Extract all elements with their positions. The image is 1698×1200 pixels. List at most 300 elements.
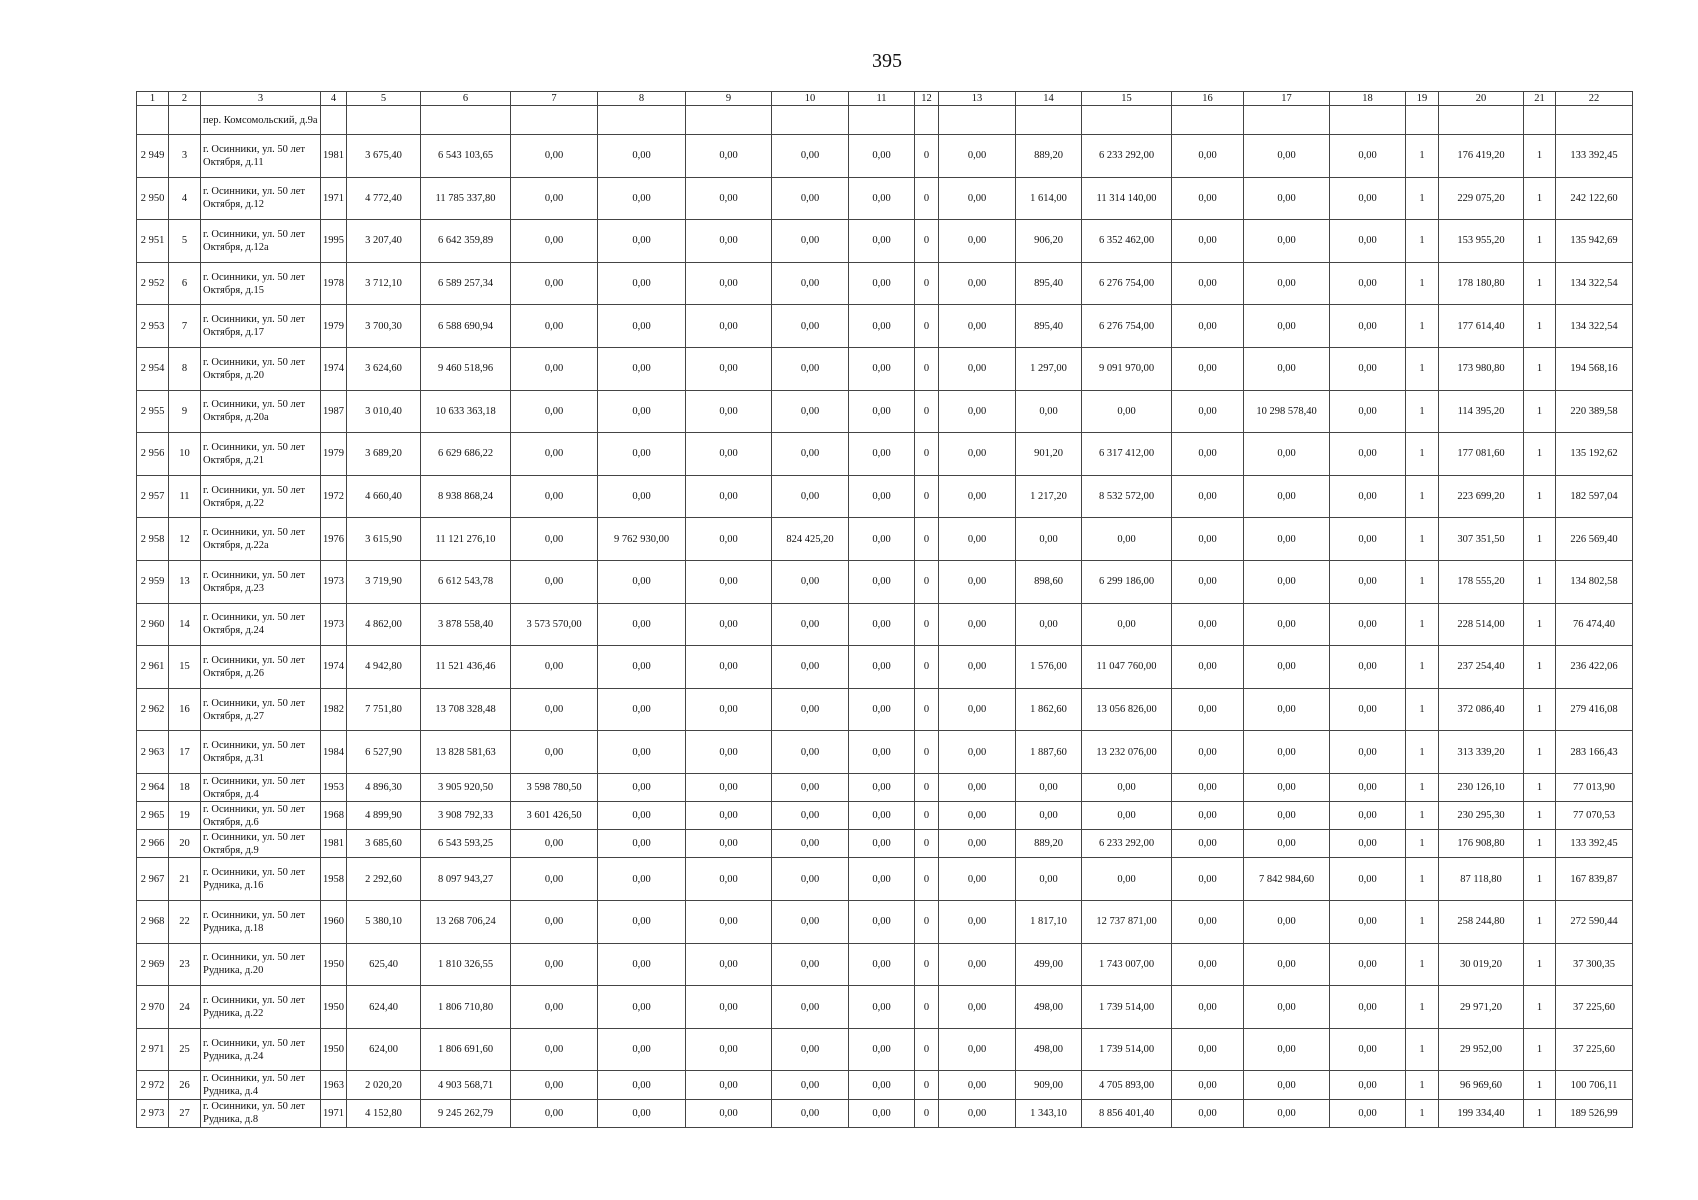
table-cell: 0,00 [1172,830,1244,858]
table-cell: 0,00 [1172,220,1244,263]
table-cell: 13 056 826,00 [1082,688,1172,731]
table-cell: 0,00 [686,986,772,1029]
column-header: 21 [1524,92,1556,106]
table-cell: 189 526,99 [1556,1099,1633,1127]
table-cell: 0,00 [772,1071,849,1099]
table-cell: 0,00 [511,262,598,305]
table-cell: 1 [1406,773,1439,801]
table-cell: 0,00 [849,1071,915,1099]
table-cell: 624,00 [347,1028,421,1071]
table-cell: 0,00 [772,390,849,433]
table-cell: 0,00 [1172,646,1244,689]
table-cell: 0,00 [772,858,849,901]
table-cell: 0,00 [1330,560,1406,603]
table-cell: 2 952 [137,262,169,305]
table-cell: 11 121 276,10 [421,518,511,561]
table-cell: 1979 [321,433,347,476]
table-cell: 228 514,00 [1439,603,1524,646]
address-cell: г. Осинники, ул. 50 лет Рудника, д.22 [201,986,321,1029]
table-cell: 0,00 [598,560,686,603]
table-row [137,518,1633,561]
column-header: 9 [686,92,772,106]
table-cell: 1950 [321,943,347,986]
table-cell: 0 [915,943,939,986]
table-cell: 0,00 [772,646,849,689]
table-cell: 0,00 [511,1028,598,1071]
table-cell: 272 590,44 [1556,901,1633,944]
column-header: 17 [1244,92,1330,106]
table-cell: 1973 [321,603,347,646]
table-cell: 173 980,80 [1439,347,1524,390]
table-cell: 6 543 593,25 [421,830,511,858]
table-cell: 0,00 [939,560,1016,603]
table-cell: 0,00 [511,943,598,986]
table-cell: 0,00 [511,220,598,263]
empty-cell [686,106,772,135]
table-cell: 0,00 [849,220,915,263]
table-cell: 0,00 [511,177,598,220]
table-cell: 1 [1524,943,1556,986]
table-cell: 223 699,20 [1439,475,1524,518]
table-cell: 0,00 [1172,731,1244,774]
table-cell: 0,00 [1330,1099,1406,1127]
table-cell: 0,00 [1244,731,1330,774]
table-cell: 0,00 [1330,901,1406,944]
table-cell: 1 [1524,986,1556,1029]
address-cell: г. Осинники, ул. 50 лет Октября, д.24 [201,603,321,646]
table-cell: 0,00 [511,390,598,433]
table-cell: 2 968 [137,901,169,944]
table-cell: 3 689,20 [347,433,421,476]
table-cell: 134 322,54 [1556,262,1633,305]
table-cell: 1972 [321,475,347,518]
table-cell: 0,00 [849,858,915,901]
table-cell: 2 957 [137,475,169,518]
empty-cell [511,106,598,135]
table-cell: 0 [915,901,939,944]
table-cell: 1 [1524,901,1556,944]
table-cell: 0,00 [772,433,849,476]
table-cell: 2 950 [137,177,169,220]
table-row [137,1028,1633,1071]
table-cell: 0,00 [849,731,915,774]
table-cell: 0,00 [1330,802,1406,830]
table-cell: 0,00 [1016,773,1082,801]
table-row [137,986,1633,1029]
table-cell: 2 973 [137,1099,169,1127]
table-cell: 1 810 326,55 [421,943,511,986]
table-cell: 498,00 [1016,1028,1082,1071]
table-cell: 2 960 [137,603,169,646]
table-cell: 1963 [321,1071,347,1099]
table-cell: 0,00 [511,433,598,476]
table-cell: 13 232 076,00 [1082,731,1172,774]
table-cell: 889,20 [1016,135,1082,178]
table-cell: 0,00 [598,475,686,518]
table-row [137,106,1633,135]
table-cell: 0,00 [772,603,849,646]
empty-cell [598,106,686,135]
table-cell: 0,00 [939,518,1016,561]
table-cell: 0,00 [939,475,1016,518]
table-cell: 1 [1406,830,1439,858]
table-cell: 20 [169,830,201,858]
table-cell: 0,00 [849,390,915,433]
table-cell: 6 642 359,89 [421,220,511,263]
table-cell: 1 614,00 [1016,177,1082,220]
table-cell: 0,00 [1244,262,1330,305]
table-row [137,177,1633,220]
data-table [136,91,1633,1128]
table-cell: 0,00 [686,475,772,518]
table-cell: 0,00 [939,262,1016,305]
table-cell: 13 [169,560,201,603]
table-cell: 0,00 [1330,177,1406,220]
table-cell: 0,00 [686,135,772,178]
table-cell: 0,00 [1172,262,1244,305]
table-cell: 3 905 920,50 [421,773,511,801]
table-cell: 1995 [321,220,347,263]
table-cell: 0,00 [849,1099,915,1127]
table-cell: 1 817,10 [1016,901,1082,944]
table-cell: 1 [1406,1099,1439,1127]
table-cell: 237 254,40 [1439,646,1524,689]
table-cell: 10 298 578,40 [1244,390,1330,433]
table-cell: 6 352 462,00 [1082,220,1172,263]
table-cell: 901,20 [1016,433,1082,476]
table-cell: 3 712,10 [347,262,421,305]
table-cell: 1 743 007,00 [1082,943,1172,986]
table-cell: 258 244,80 [1439,901,1524,944]
table-cell: 9 460 518,96 [421,347,511,390]
table-cell: 6 233 292,00 [1082,135,1172,178]
table-row [137,1071,1633,1099]
table-cell: 0 [915,731,939,774]
table-cell: 0,00 [686,773,772,801]
table-cell: 236 422,06 [1556,646,1633,689]
column-header: 12 [915,92,939,106]
table-cell: 0,00 [1016,858,1082,901]
table-cell: 0,00 [598,603,686,646]
table-cell: 1 [1406,802,1439,830]
table-cell: 0,00 [511,986,598,1029]
table-cell: 7 [169,305,201,348]
table-cell: 0,00 [1330,646,1406,689]
table-cell: 1974 [321,646,347,689]
table-cell: 1 887,60 [1016,731,1082,774]
table-cell: 2 951 [137,220,169,263]
table-cell: 1 806 691,60 [421,1028,511,1071]
table-row [137,943,1633,986]
table-cell: 1968 [321,802,347,830]
table-cell: 1 [1406,518,1439,561]
table-cell: 6 527,90 [347,731,421,774]
table-cell: 229 075,20 [1439,177,1524,220]
table-cell: 6 [169,262,201,305]
table-cell: 1 [1406,646,1439,689]
table-cell: 0,00 [511,475,598,518]
table-cell: 2 972 [137,1071,169,1099]
table-cell: 889,20 [1016,830,1082,858]
table-cell: 0,00 [686,433,772,476]
table-cell: 0,00 [1330,262,1406,305]
table-cell: 0,00 [1330,1028,1406,1071]
table-cell: 0 [915,262,939,305]
address-cell: г. Осинники, ул. 50 лет Октября, д.26 [201,646,321,689]
table-cell: 0,00 [1244,560,1330,603]
table-cell: 0,00 [1172,560,1244,603]
table-cell: 0 [915,830,939,858]
table-cell: 0,00 [849,830,915,858]
table-cell: 0,00 [1082,390,1172,433]
table-cell: 1974 [321,347,347,390]
table-cell: 11 785 337,80 [421,177,511,220]
address-cell: г. Осинники, ул. 50 лет Октября, д.22а [201,518,321,561]
table-row [137,305,1633,348]
table-cell: 11 314 140,00 [1082,177,1172,220]
table-cell: 1971 [321,1099,347,1127]
table-cell: 0,00 [1330,433,1406,476]
table-cell: 1960 [321,901,347,944]
table-cell: 0 [915,1028,939,1071]
table-cell: 0,00 [598,731,686,774]
table-cell: 0,00 [686,943,772,986]
table-cell: 9 091 970,00 [1082,347,1172,390]
table-cell: 176 419,20 [1439,135,1524,178]
table-cell: 0,00 [1330,943,1406,986]
table-cell: 0,00 [511,1099,598,1127]
table-cell: 0,00 [1330,830,1406,858]
table-cell: 1 [1524,433,1556,476]
table-cell: 0,00 [1244,305,1330,348]
empty-cell [1244,106,1330,135]
table-cell: 1978 [321,262,347,305]
table-cell: 0,00 [598,1028,686,1071]
table-cell: 625,40 [347,943,421,986]
table-cell: 3 675,40 [347,135,421,178]
table-cell: 4 896,30 [347,773,421,801]
table-cell: 0,00 [1244,135,1330,178]
table-cell: 0,00 [1330,475,1406,518]
table-cell: 0,00 [511,560,598,603]
table-cell: 1 [1524,1028,1556,1071]
table-cell: 9 245 262,79 [421,1099,511,1127]
table-cell: 1 [1406,986,1439,1029]
table-cell: 2 971 [137,1028,169,1071]
table-cell: 0,00 [1330,731,1406,774]
table-cell: 100 706,11 [1556,1071,1633,1099]
table-cell: 0,00 [772,560,849,603]
table-cell: 2 292,60 [347,858,421,901]
table-cell: 0,00 [939,901,1016,944]
address-cell: г. Осинники, ул. 50 лет Октября, д.11 [201,135,321,178]
table-cell: 0,00 [511,646,598,689]
empty-cell [347,106,421,135]
table-cell: 0,00 [772,986,849,1029]
table-cell: 0,00 [939,858,1016,901]
table-cell: 11 [169,475,201,518]
empty-cell [1082,106,1172,135]
table-cell: 4 772,40 [347,177,421,220]
table-cell: 1971 [321,177,347,220]
table-row [137,773,1633,801]
table-cell: 0,00 [511,518,598,561]
empty-cell [915,106,939,135]
table-cell: 4 [169,177,201,220]
table-cell: 37 225,60 [1556,986,1633,1029]
table-cell: 1 [1406,262,1439,305]
table-cell: 895,40 [1016,262,1082,305]
table-cell: 0,00 [1244,688,1330,731]
table-cell: 0 [915,177,939,220]
table-cell: 0,00 [772,688,849,731]
table-cell: 0 [915,773,939,801]
table-cell: 1 806 710,80 [421,986,511,1029]
table-cell: 0,00 [1244,943,1330,986]
table-cell: 1 [1524,802,1556,830]
table-cell: 0,00 [598,688,686,731]
table-cell: 199 334,40 [1439,1099,1524,1127]
column-header: 13 [939,92,1016,106]
table-cell: 0,00 [686,731,772,774]
empty-cell [772,106,849,135]
table-cell: 4 862,00 [347,603,421,646]
table-cell: 0,00 [1016,518,1082,561]
table-cell: 0,00 [772,901,849,944]
table-cell: 0,00 [1172,986,1244,1029]
table-cell: 0,00 [1330,220,1406,263]
table-cell: 0 [915,1099,939,1127]
table-cell: 3 [169,135,201,178]
table-cell: 37 300,35 [1556,943,1633,986]
table-cell: 0,00 [598,262,686,305]
table-cell: 0,00 [1330,518,1406,561]
table-cell: 5 380,10 [347,901,421,944]
table-cell: 0,00 [1330,135,1406,178]
table-cell: 0,00 [1330,603,1406,646]
table-cell: 133 392,45 [1556,830,1633,858]
page-number: 395 [872,50,902,72]
table-cell: 0,00 [1244,475,1330,518]
table-cell: 2 961 [137,646,169,689]
table-cell: 26 [169,1071,201,1099]
table-cell: 1982 [321,688,347,731]
table-cell: 176 908,80 [1439,830,1524,858]
table-cell: 22 [169,901,201,944]
address-cell: г. Осинники, ул. 50 лет Рудника, д.8 [201,1099,321,1127]
table-cell: 9 [169,390,201,433]
table-cell: 1979 [321,305,347,348]
empty-cell [137,106,169,135]
table-cell: 37 225,60 [1556,1028,1633,1071]
table-cell: 167 839,87 [1556,858,1633,901]
table-cell: 21 [169,858,201,901]
table-cell: 1 [1406,135,1439,178]
table-cell: 0,00 [1244,220,1330,263]
empty-cell [321,106,347,135]
table-row [137,731,1633,774]
table-cell: 0 [915,305,939,348]
table-cell: 0 [915,390,939,433]
table-cell: 0,00 [686,1028,772,1071]
table-cell: 0,00 [939,1028,1016,1071]
table-cell: 0,00 [598,986,686,1029]
table-cell: 0,00 [772,177,849,220]
table-cell: 0,00 [849,518,915,561]
empty-cell [1406,106,1439,135]
table-cell: 906,20 [1016,220,1082,263]
table-cell: 0,00 [511,688,598,731]
table-cell: 133 392,45 [1556,135,1633,178]
table-cell: 1 [1524,773,1556,801]
table-cell: 1 [1406,220,1439,263]
table-cell: 0,00 [1172,305,1244,348]
table-cell: 0,00 [849,305,915,348]
table-cell: 1 [1524,603,1556,646]
table-cell: 1 [1406,901,1439,944]
table-cell: 1 [1406,347,1439,390]
table-cell: 0,00 [1244,347,1330,390]
table-cell: 135 942,69 [1556,220,1633,263]
table-cell: 15 [169,646,201,689]
table-cell: 1987 [321,390,347,433]
table-cell: 7 842 984,60 [1244,858,1330,901]
table-cell: 6 233 292,00 [1082,830,1172,858]
table-cell: 0,00 [686,305,772,348]
table-cell: 1 297,00 [1016,347,1082,390]
table-cell: 0,00 [849,177,915,220]
table-cell: 0,00 [686,1099,772,1127]
table-cell: 220 389,58 [1556,390,1633,433]
table-cell: 1 [1406,731,1439,774]
table-cell: 0,00 [598,830,686,858]
table-cell: 1 [1524,688,1556,731]
table-cell: 0,00 [939,390,1016,433]
table-cell: 0,00 [598,433,686,476]
table-cell: 3 598 780,50 [511,773,598,801]
table-cell: 0,00 [772,305,849,348]
table-cell: 898,60 [1016,560,1082,603]
table-cell: 0,00 [1244,518,1330,561]
table-cell: 0,00 [686,390,772,433]
table-cell: 0,00 [939,830,1016,858]
table-cell: 0,00 [1016,390,1082,433]
table-cell: 4 899,90 [347,802,421,830]
table-cell: 8 532 572,00 [1082,475,1172,518]
table-cell: 0,00 [686,220,772,263]
table-cell: 2 966 [137,830,169,858]
table-cell: 6 612 543,78 [421,560,511,603]
empty-cell [939,106,1016,135]
table-cell: 1 739 514,00 [1082,986,1172,1029]
table-cell: 0,00 [1330,1071,1406,1099]
table-cell: 1 [1524,262,1556,305]
table-cell: 0,00 [1244,901,1330,944]
table-cell: 29 971,20 [1439,986,1524,1029]
table-cell: 3 601 426,50 [511,802,598,830]
table-cell: 6 543 103,65 [421,135,511,178]
table-cell: 0,00 [1244,1099,1330,1127]
empty-cell [1556,106,1633,135]
table-row [137,475,1633,518]
table-cell: 0,00 [939,986,1016,1029]
table-cell: 0,00 [849,802,915,830]
table-cell: 4 152,80 [347,1099,421,1127]
address-cell: г. Осинники, ул. 50 лет Октября, д.21 [201,433,321,476]
empty-cell [849,106,915,135]
table-cell: 12 [169,518,201,561]
table-row [137,220,1633,263]
